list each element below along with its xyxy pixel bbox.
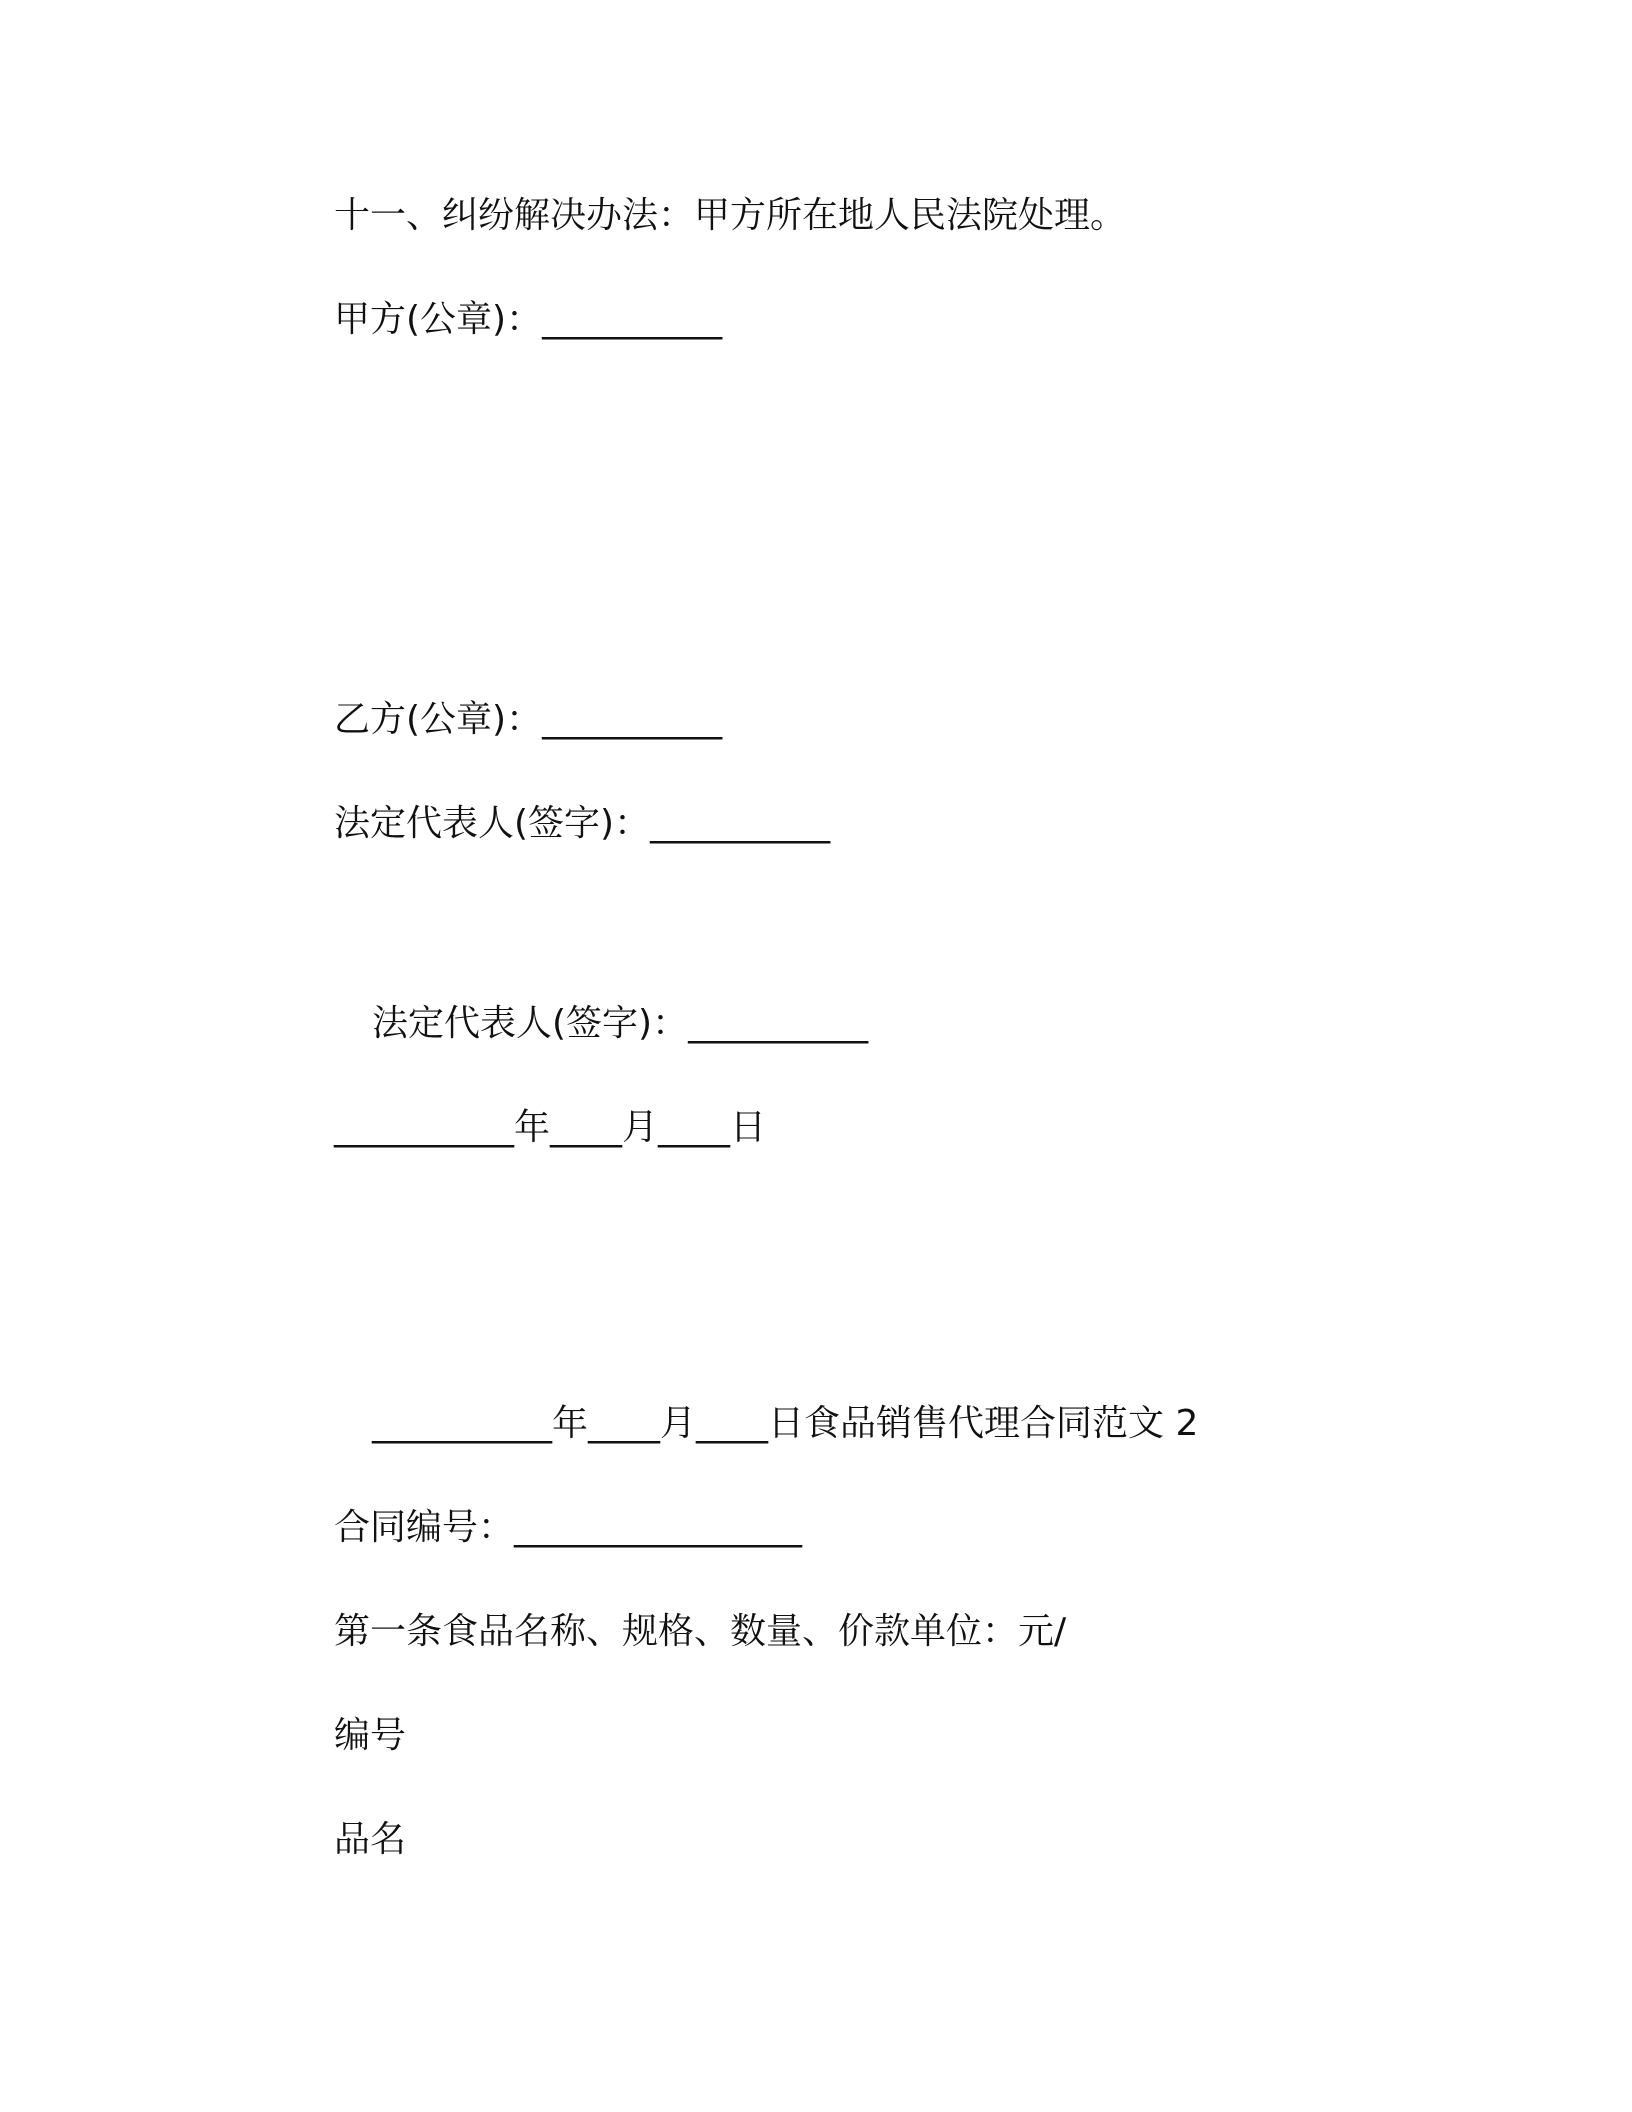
article-one-heading: 第一条食品名称、规格、数量、价款单位：元/ <box>334 1611 1067 1652</box>
table-label-number: 编号 <box>334 1715 407 1756</box>
legal-representative-signature-line-indented: 法定代表人(签字)：__________ <box>372 1003 869 1044</box>
party-a-seal-line: 甲方(公章)：__________ <box>334 299 723 340</box>
table-label-product-name: 品名 <box>334 1819 407 1860</box>
legal-representative-signature-line: 法定代表人(签字)：__________ <box>334 803 831 844</box>
date-line: __________年____月____日 <box>334 1107 766 1148</box>
contract-title-line: __________年____月____日食品销售代理合同范文 2 <box>372 1403 1199 1444</box>
contract-number-line: 合同编号：________________ <box>334 1507 803 1548</box>
dispute-resolution-clause: 十一、纠纷解决办法：甲方所在地人民法院处理。 <box>334 195 1127 236</box>
party-b-seal-line: 乙方(公章)：__________ <box>334 699 723 740</box>
